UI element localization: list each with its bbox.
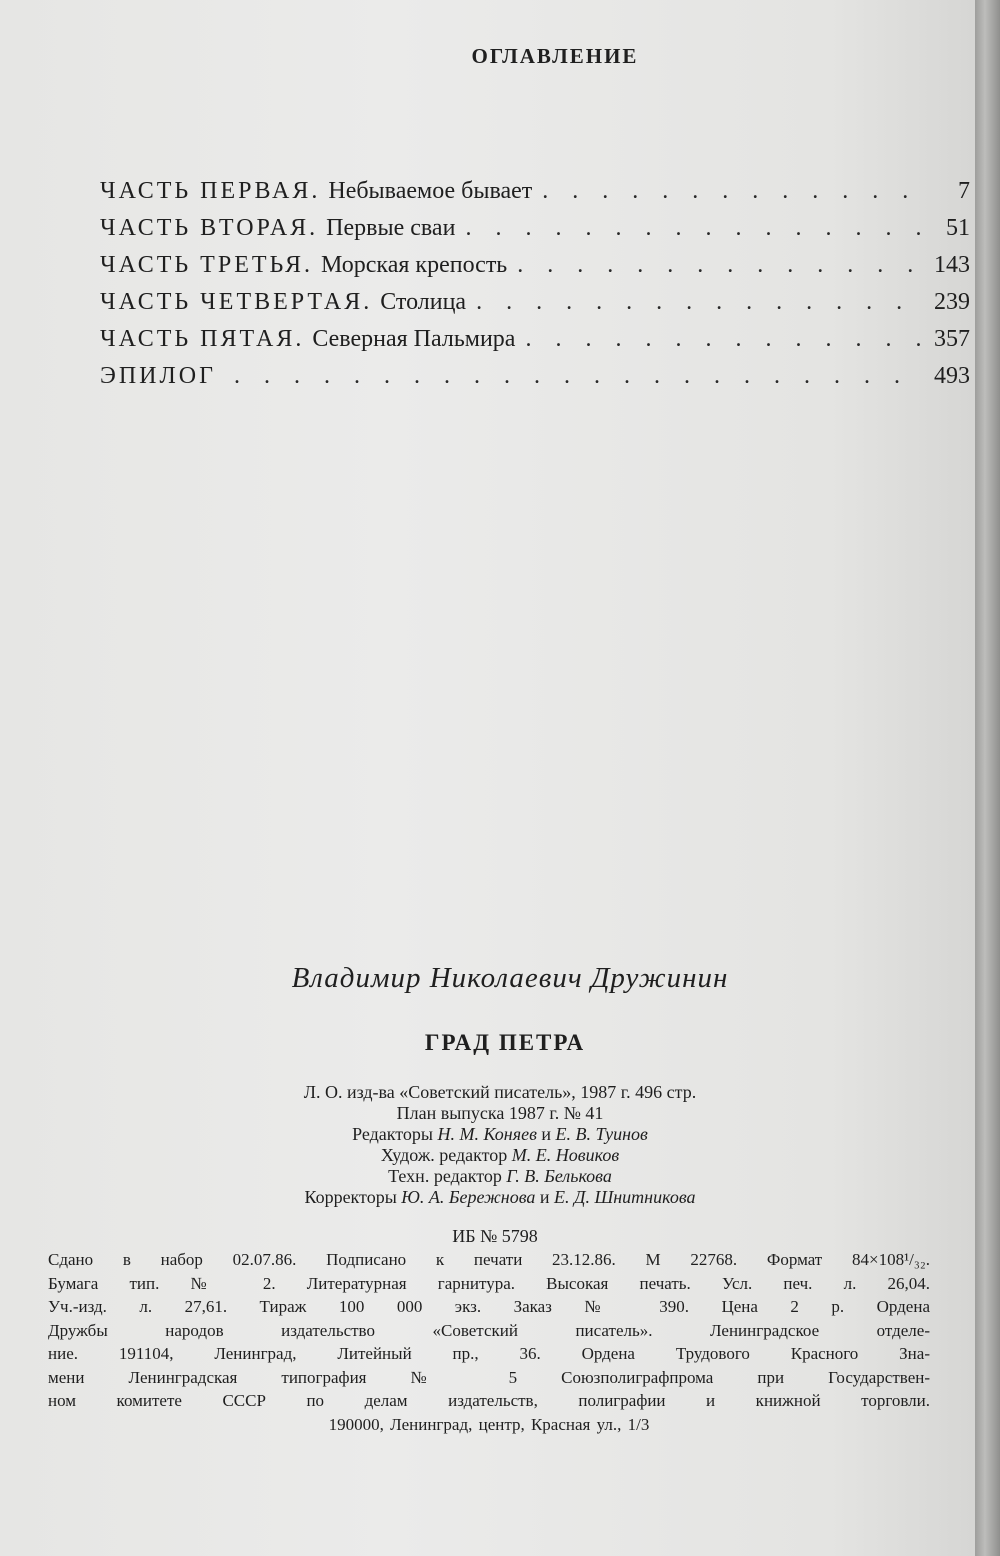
toc-entry-title: Северная Пальмира xyxy=(312,326,516,352)
toc-heading: ОГЛАВЛЕНИЕ xyxy=(471,44,639,68)
toc-part-label: ЧАСТЬ ВТОРАЯ. xyxy=(100,215,319,241)
publisher-line: Л. О. изд-ва «Советский писатель», 1987 г. 496 стр. xyxy=(303,1082,697,1102)
proofreaders-label: Корректоры xyxy=(304,1187,397,1207)
toc-part-label: ЧАСТЬ ПЕРВАЯ. xyxy=(100,178,321,204)
toc-entry-title: Столица xyxy=(380,289,467,315)
author-name: Владимир Николаевич Дружинин xyxy=(291,962,729,994)
book-title: ГРАД ПЕТРА xyxy=(424,1030,586,1055)
imprint-line: ние. 191104, Ленинград, Литейный пр., 36. Ордена Трудового Красного Зна- xyxy=(48,1344,930,1363)
toc-part-label: ЭПИЛОГ xyxy=(100,363,216,389)
imprint-line: Сдано в набор 02.07.86. Подписано к печати 23.12.86. М 22768. Формат 84×108¹/₃₂. xyxy=(48,1250,930,1269)
imprint-line: Уч.-изд. л. 27,61. Тираж 100 000 экз. Заказ № 390. Цена 2 р. Ордена xyxy=(48,1297,930,1316)
proofreaders-line xyxy=(0,1187,1000,1208)
toc-page-number: 493 xyxy=(934,363,970,389)
editors-label: Редакторы xyxy=(352,1124,434,1144)
imprint-line: Дружбы народов издательство «Советский писатель». Ленинградское отделе- xyxy=(48,1320,930,1340)
table-of-contents xyxy=(100,178,970,400)
editor-name: Е. В. Туинов xyxy=(555,1124,648,1144)
toc-page-number: 143 xyxy=(934,252,970,278)
imprint-line: Бумага тип. № 2. Литературная гарнитура. Высокая печать. Усл. печ. л. 26,04. xyxy=(48,1273,930,1293)
toc-leader-dots xyxy=(525,326,920,353)
book-spine-edge xyxy=(975,0,1000,1556)
toc-leader-dots xyxy=(542,178,920,205)
tech-editor-line xyxy=(0,1166,1000,1187)
toc-entry-title: Морская крепость xyxy=(321,252,508,278)
art-editor-line xyxy=(0,1145,1000,1166)
art-editor-label: Худож. редактор xyxy=(380,1145,508,1165)
proofreader-name: Е. Д. Шнитникова xyxy=(554,1187,696,1207)
toc-page-number: 51 xyxy=(946,215,970,241)
proofreader-name: Ю. А. Бережнова xyxy=(401,1187,536,1207)
toc-entry xyxy=(100,215,970,252)
toc-entry xyxy=(100,178,970,215)
toc-page-number: 7 xyxy=(958,178,970,204)
ib-number: ИБ № 5798 xyxy=(452,1226,538,1246)
toc-leader-dots xyxy=(517,252,920,279)
toc-page-number: 357 xyxy=(934,326,970,352)
imprint-line: 190000, Ленинград, центр, Красная ул., 1/3 xyxy=(328,1414,650,1434)
toc-part-label: ЧАСТЬ ТРЕТЬЯ. xyxy=(100,252,314,278)
conjunction: и xyxy=(541,1124,552,1144)
toc-leader-dots xyxy=(234,363,920,390)
art-editor-name: М. Е. Новиков xyxy=(511,1145,620,1165)
credits-block xyxy=(0,1082,1000,1208)
toc-leader-dots xyxy=(465,215,920,242)
editors-line xyxy=(0,1124,1000,1145)
toc-leader-dots xyxy=(476,289,920,316)
toc-part-label: ЧАСТЬ ЧЕТВЕРТАЯ. xyxy=(100,289,373,315)
toc-entry-title: Первые сваи xyxy=(326,215,456,241)
imprint-block xyxy=(48,1248,930,1436)
toc-entry xyxy=(100,363,970,400)
toc-entry xyxy=(100,252,970,289)
toc-entry xyxy=(100,289,970,326)
plan-line: План выпуска 1987 г. № 41 xyxy=(396,1103,604,1123)
toc-entry-title: Небываемое бывает xyxy=(328,178,533,204)
imprint-line: ном комитете СССР по делам издательств, полиграфии и книжной торговли. xyxy=(48,1391,930,1410)
imprint-line: мени Ленинградская типография № 5 Союзполиграфпрома при Государствен- xyxy=(48,1367,930,1387)
editor-name: Н. М. Коняев xyxy=(437,1124,537,1144)
toc-part-label: ЧАСТЬ ПЯТАЯ. xyxy=(100,326,305,352)
tech-editor-label: Техн. редактор xyxy=(388,1166,502,1186)
toc-page-number: 239 xyxy=(934,289,970,315)
tech-editor-name: Г. В. Белькова xyxy=(506,1166,612,1186)
toc-entry xyxy=(100,326,970,363)
conjunction: и xyxy=(539,1187,550,1207)
